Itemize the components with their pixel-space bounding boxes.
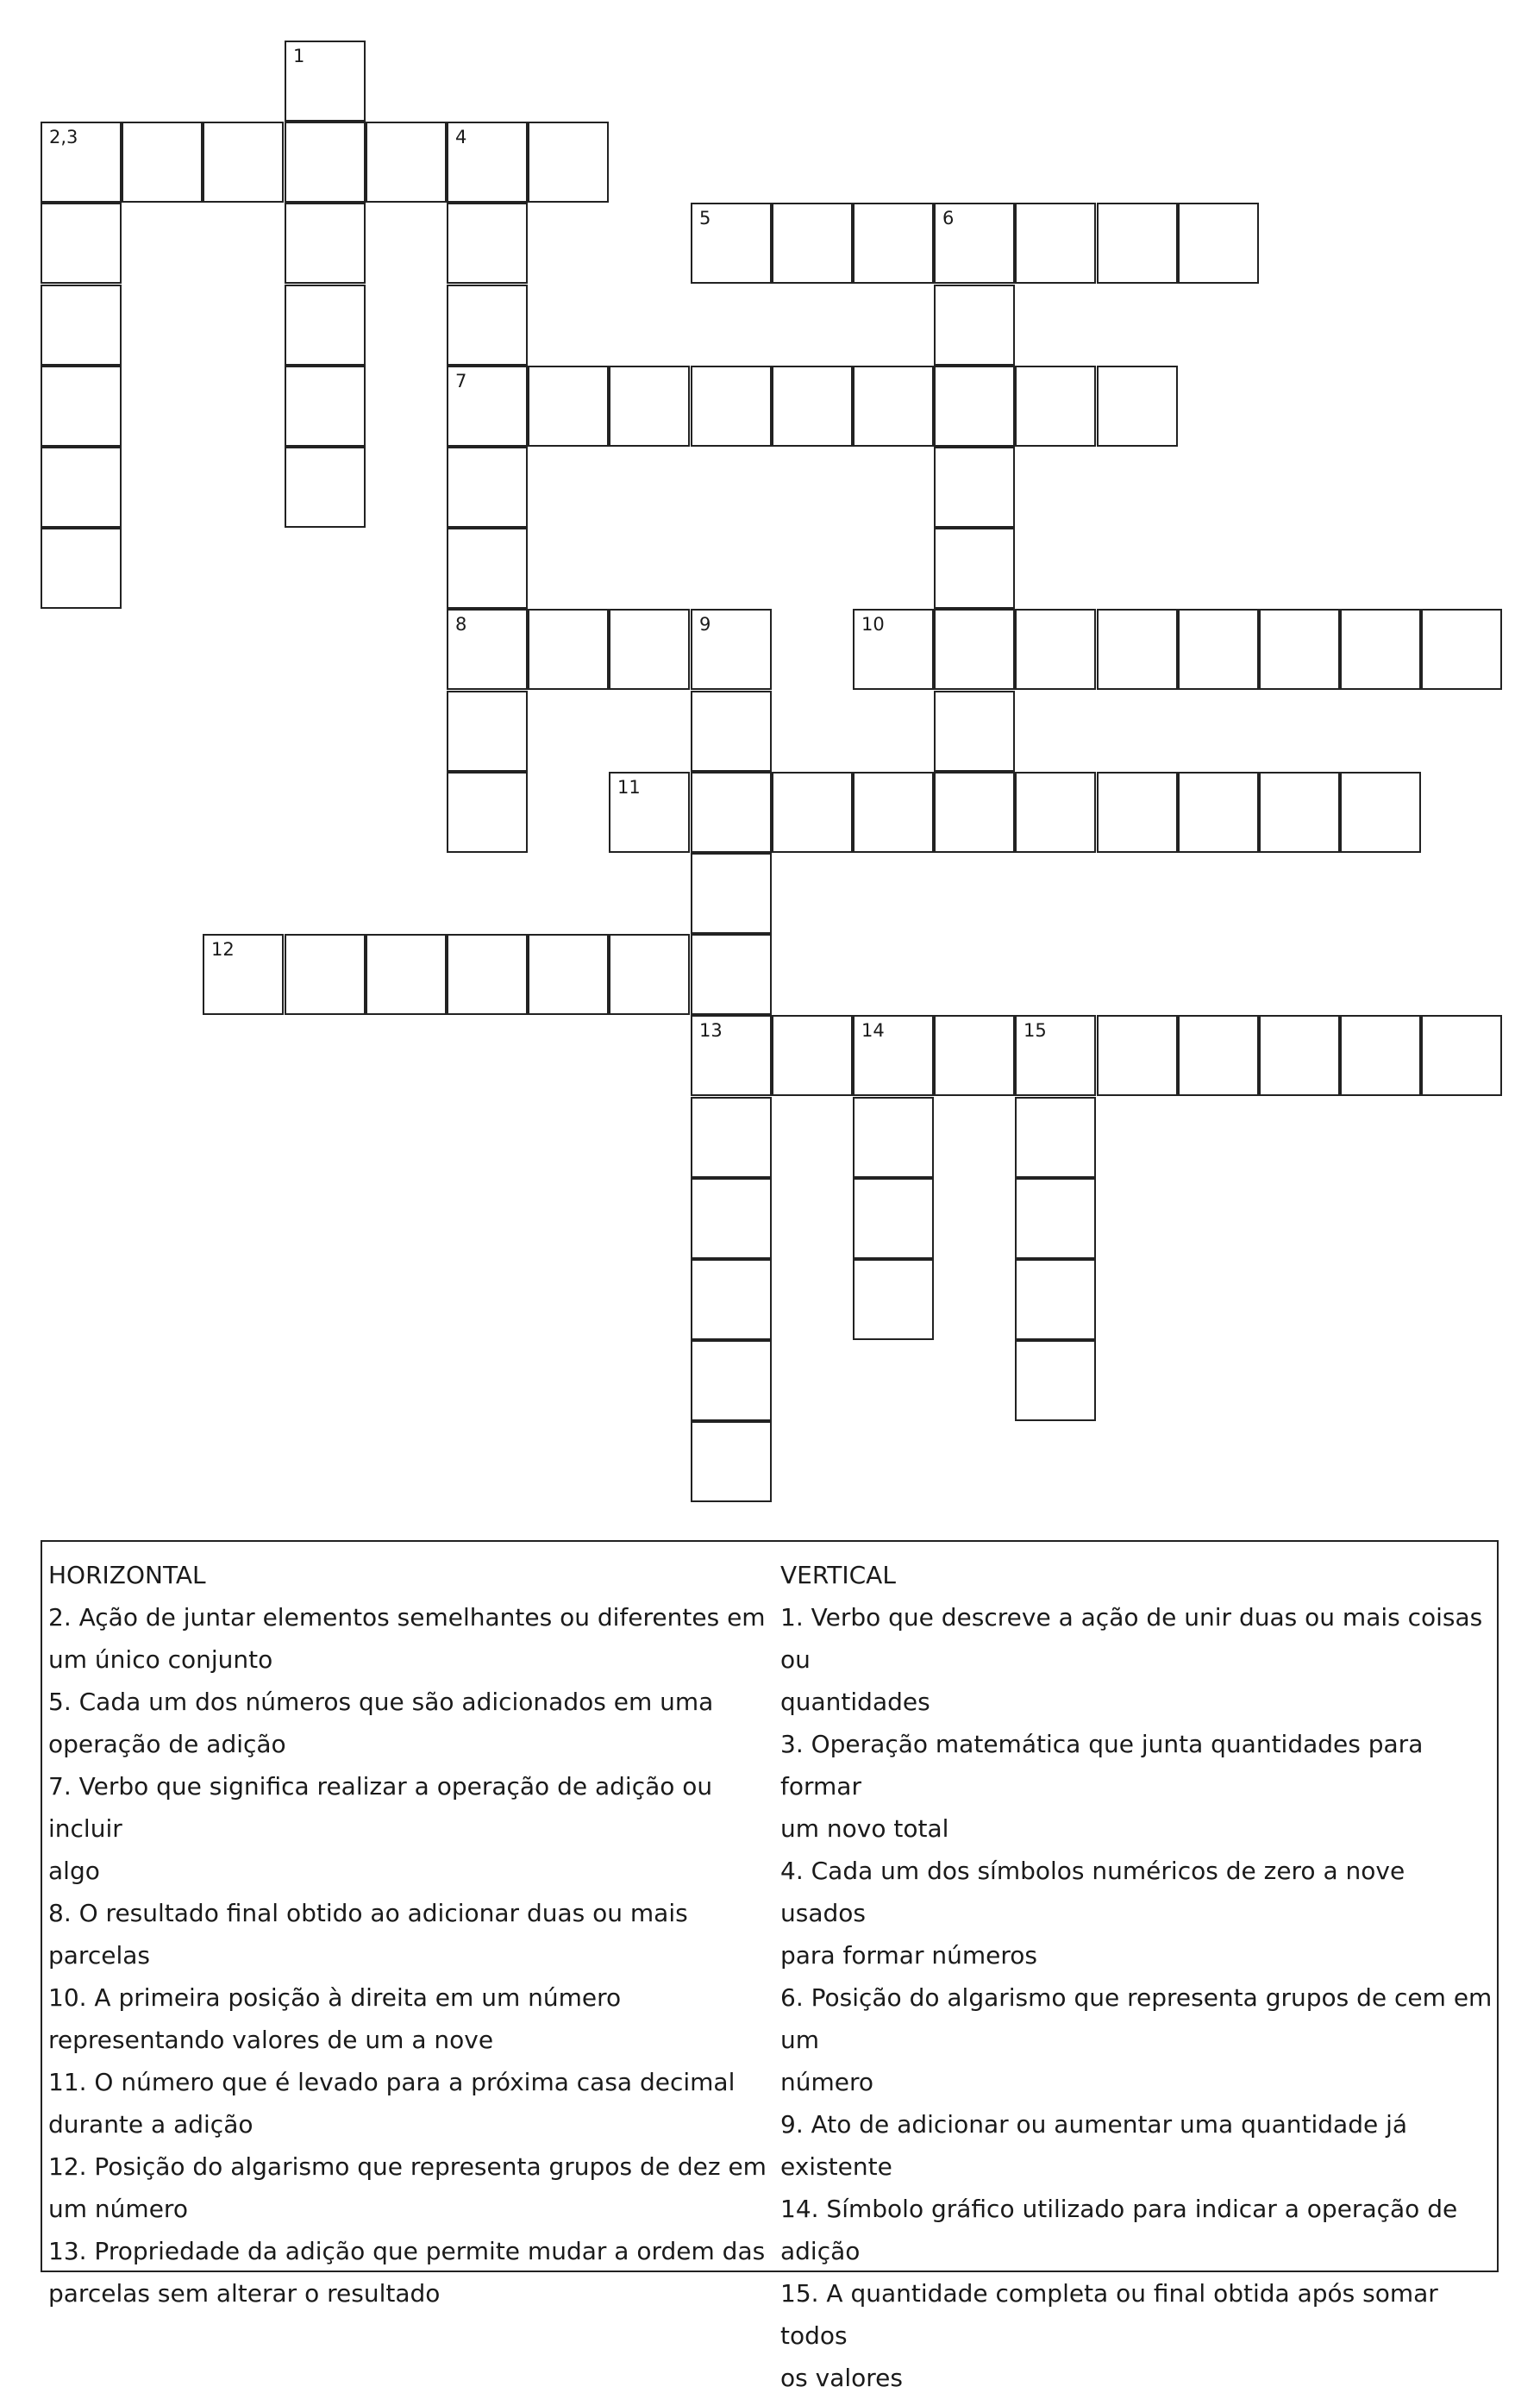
clue-number: 12	[211, 939, 235, 960]
grid-cell[interactable]	[447, 934, 528, 1015]
clue-number: 5	[699, 208, 711, 229]
grid-cell-15[interactable]	[1015, 1015, 1096, 1096]
clue-line: quantidades	[780, 1688, 930, 1716]
grid-cell[interactable]	[285, 366, 366, 447]
clue-number: 1	[293, 46, 305, 66]
clue-line: 2. Ação de juntar elementos semelhantes ou diferentes em	[48, 1603, 766, 1632]
grid-cell[interactable]	[691, 1178, 772, 1259]
grid-cell[interactable]	[1259, 609, 1340, 690]
grid-cell[interactable]	[1259, 1015, 1340, 1096]
clue-number: 11	[617, 777, 641, 798]
grid-cell[interactable]	[1340, 1015, 1421, 1096]
clue-number: 2,3	[49, 127, 78, 147]
grid-cell[interactable]	[934, 609, 1015, 690]
grid-cell[interactable]	[609, 366, 690, 447]
grid-cell-10[interactable]	[853, 609, 934, 690]
clue-line: 8. O resultado final obtido ao adicionar duas ou mais parcelas	[48, 1899, 688, 1970]
grid-cell[interactable]	[853, 203, 934, 284]
grid-cell[interactable]	[285, 203, 366, 284]
grid-cell[interactable]	[528, 122, 609, 203]
clue-line: 1. Verbo que descreve a ação de unir duas ou mais coisas ou	[780, 1603, 1483, 1674]
grid-cell[interactable]	[691, 853, 772, 934]
grid-cell[interactable]	[1421, 609, 1502, 690]
clue-line: 7. Verbo que significa realizar a operação de adição ou incluir	[48, 1772, 713, 1843]
clue-line: 12. Posição do algarismo que representa grupos de dez em	[48, 2152, 767, 2181]
clue-number: 10	[861, 614, 885, 635]
grid-cell[interactable]	[934, 285, 1015, 366]
grid-cell-4[interactable]	[447, 122, 528, 203]
grid-cell[interactable]	[366, 934, 447, 1015]
grid-cell[interactable]	[447, 691, 528, 772]
clue-number: 6	[942, 208, 955, 229]
grid-cell[interactable]	[934, 447, 1015, 528]
grid-cell[interactable]	[203, 122, 284, 203]
grid-cell[interactable]	[853, 1097, 934, 1178]
clue-line: 14. Símbolo gráfico utilizado para indicar a operação de	[780, 2195, 1458, 2223]
grid-cell[interactable]	[934, 366, 1015, 447]
grid-cell[interactable]	[1015, 366, 1096, 447]
grid-cell[interactable]	[285, 122, 366, 203]
grid-cell[interactable]	[41, 447, 122, 528]
grid-cell[interactable]	[691, 1340, 772, 1421]
grid-cell[interactable]	[41, 285, 122, 366]
grid-cell[interactable]	[772, 772, 853, 853]
grid-cell[interactable]	[285, 934, 366, 1015]
grid-cell[interactable]	[528, 366, 609, 447]
grid-cell-6[interactable]	[934, 203, 1015, 284]
grid-cell[interactable]	[691, 366, 772, 447]
clue-line: 11. O número que é levado para a próxima casa decimal	[48, 2068, 736, 2096]
grid-cell[interactable]	[772, 366, 853, 447]
grid-cell[interactable]	[447, 203, 528, 284]
grid-cell[interactable]	[528, 609, 609, 690]
grid-cell[interactable]	[447, 285, 528, 366]
grid-cell-14[interactable]	[853, 1015, 934, 1096]
grid-cell[interactable]	[1340, 609, 1421, 690]
clue-line: parcelas sem alterar o resultado	[48, 2279, 441, 2308]
grid-cell[interactable]	[1015, 772, 1096, 853]
clue-line: durante a adição	[48, 2110, 254, 2139]
clue-number: 7	[455, 371, 467, 391]
grid-cell[interactable]	[1015, 1259, 1096, 1340]
grid-cell-1[interactable]	[285, 41, 366, 122]
grid-cell[interactable]	[366, 122, 447, 203]
grid-cell[interactable]	[691, 1097, 772, 1178]
grid-cell-7[interactable]	[447, 366, 528, 447]
clue-line: 15. A quantidade completa ou final obtida após somar todos	[780, 2279, 1438, 2350]
grid-cell-13[interactable]	[691, 1015, 772, 1096]
grid-cell[interactable]	[447, 528, 528, 609]
clue-line: 13. Propriedade da adição que permite mudar a ordem das	[48, 2237, 766, 2265]
grid-cell[interactable]	[772, 203, 853, 284]
grid-cell-8[interactable]	[447, 609, 528, 690]
grid-cell[interactable]	[1097, 203, 1178, 284]
clue-number: 8	[455, 614, 467, 635]
grid-cell[interactable]	[1178, 203, 1259, 284]
clue-number: 14	[861, 1020, 885, 1041]
grid-cell[interactable]	[934, 691, 1015, 772]
clue-number: 13	[699, 1020, 723, 1041]
grid-cell[interactable]	[1178, 1015, 1259, 1096]
clue-line: 6. Posição do algarismo que representa grupos de cem em um	[780, 1983, 1493, 2054]
clue-line: número	[780, 2068, 874, 2096]
grid-cell[interactable]	[1097, 366, 1178, 447]
clue-line: 9. Ato de adicionar ou aumentar uma quantidade já existente	[780, 2110, 1408, 2181]
grid-cell[interactable]	[528, 934, 609, 1015]
clue-line: 4. Cada um dos símbolos numéricos de zero a nove usados	[780, 1857, 1405, 1927]
grid-cell[interactable]	[1015, 1340, 1096, 1421]
grid-cell[interactable]	[609, 934, 690, 1015]
grid-cell[interactable]	[1178, 609, 1259, 690]
grid-cell-2-3[interactable]	[41, 122, 122, 203]
clue-line: algo	[48, 1857, 100, 1885]
horizontal-clues	[48, 1554, 773, 2314]
grid-cell[interactable]	[772, 1015, 853, 1096]
grid-cell[interactable]	[691, 691, 772, 772]
grid-cell[interactable]	[691, 1421, 772, 1502]
grid-cell[interactable]	[285, 447, 366, 528]
grid-cell[interactable]	[285, 285, 366, 366]
clue-number: 9	[699, 614, 711, 635]
grid-cell[interactable]	[853, 1259, 934, 1340]
grid-cell[interactable]	[853, 366, 934, 447]
grid-cell[interactable]	[691, 772, 772, 853]
clue-line: os valores	[780, 2364, 903, 2392]
grid-cell[interactable]	[1340, 772, 1421, 853]
clue-line: representando valores de um a nove	[48, 2026, 494, 2054]
grid-cell-5[interactable]	[691, 203, 772, 284]
clue-number: 15	[1024, 1020, 1047, 1041]
clue-line: 10. A primeira posição à direita em um número	[48, 1983, 622, 2012]
grid-cell[interactable]	[934, 1015, 1015, 1096]
grid-cell-9[interactable]	[691, 609, 772, 690]
grid-cell[interactable]	[1015, 1097, 1096, 1178]
grid-cell[interactable]	[1015, 609, 1096, 690]
grid-cell[interactable]	[1178, 772, 1259, 853]
grid-cell[interactable]	[1097, 772, 1178, 853]
grid-cell[interactable]	[41, 528, 122, 609]
clues-box	[41, 1540, 1499, 2392]
grid-cell[interactable]	[934, 772, 1015, 853]
grid-cell[interactable]	[691, 934, 772, 1015]
grid-cell[interactable]	[41, 203, 122, 284]
clue-line: um único conjunto	[48, 1645, 273, 1674]
clue-line: operação de adição	[48, 1730, 286, 1758]
clue-line: um novo total	[780, 1814, 949, 1843]
grid-cell[interactable]	[447, 772, 528, 853]
grid-cell[interactable]	[609, 609, 690, 690]
grid-cell[interactable]	[1259, 772, 1340, 853]
clue-line: um número	[48, 2195, 188, 2223]
grid-cell[interactable]	[853, 1178, 934, 1259]
grid-cell[interactable]	[691, 1259, 772, 1340]
grid-cell[interactable]	[447, 447, 528, 528]
grid-cell[interactable]	[934, 528, 1015, 609]
grid-cell[interactable]	[1015, 203, 1096, 284]
grid-cell[interactable]	[1097, 609, 1178, 690]
grid-cell[interactable]	[1097, 1015, 1178, 1096]
clue-line: para formar números	[780, 1941, 1037, 1970]
grid-cell[interactable]	[853, 772, 934, 853]
grid-cell[interactable]	[122, 122, 203, 203]
vertical-clues	[780, 1554, 1496, 2399]
clue-line: 3. Operação matemática que junta quantidades para formar	[780, 1730, 1424, 1801]
grid-cell-12[interactable]	[203, 934, 284, 1015]
grid-cell-11[interactable]	[609, 772, 690, 853]
clue-line: 5. Cada um dos números que são adicionados em uma	[48, 1688, 714, 1716]
grid-cell[interactable]	[1015, 1178, 1096, 1259]
clue-line: adição	[780, 2237, 861, 2265]
grid-cell[interactable]	[41, 366, 122, 447]
vertical-heading: VERTICAL	[780, 1561, 896, 1589]
grid-cell[interactable]	[1421, 1015, 1502, 1096]
horizontal-heading: HORIZONTAL	[48, 1561, 206, 1589]
clue-number: 4	[455, 127, 467, 147]
